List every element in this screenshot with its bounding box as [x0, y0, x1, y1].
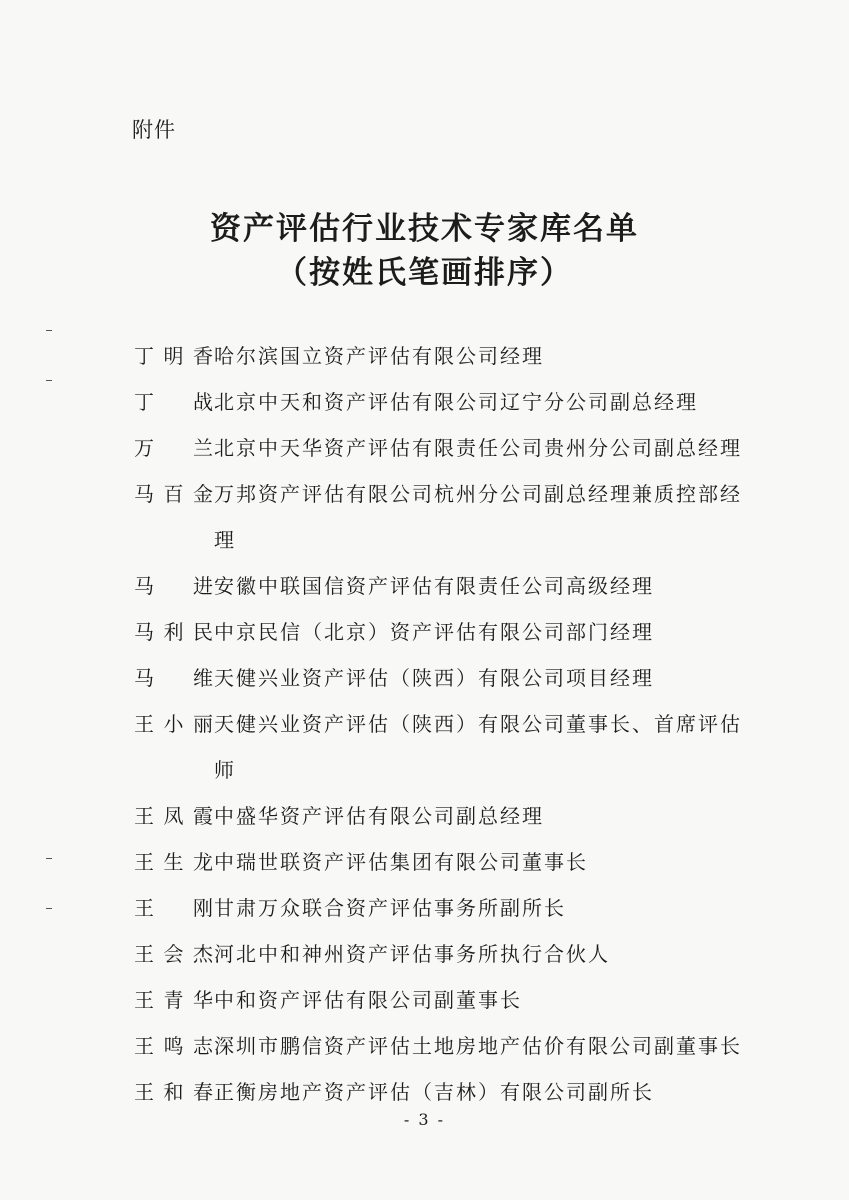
expert-name: 王青华	[134, 988, 214, 1012]
expert-name: 马利民	[134, 620, 214, 644]
expert-entry	[134, 333, 744, 379]
expert-organization: 北京中天华资产评估有限责任公司贵州分公司副总经理	[214, 436, 742, 460]
expert-entry	[134, 425, 744, 471]
expert-organization: 安徽中联国信资产评估有限责任公司高级经理	[214, 574, 654, 598]
expert-entry	[134, 931, 744, 977]
expert-organization: 河北中和神州资产评估事务所执行合伙人	[214, 942, 610, 966]
expert-organization: 中京民信（北京）资产评估有限公司部门经理	[214, 620, 654, 644]
expert-entry	[134, 701, 744, 793]
expert-entry	[134, 839, 744, 885]
expert-name: 王会杰	[134, 942, 214, 966]
expert-name: 马 维	[134, 666, 214, 690]
expert-name: 马百金	[134, 482, 214, 506]
expert-organization: 万邦资产评估有限公司杭州分公司副总经理兼质控部经理	[214, 482, 742, 552]
expert-organization: 天健兴业资产评估（陕西）有限公司董事长、首席评估师	[214, 712, 742, 782]
margin-tick	[46, 858, 52, 859]
expert-entry	[134, 379, 744, 425]
expert-entry	[134, 655, 744, 701]
margin-tick	[46, 908, 52, 909]
expert-organization: 天健兴业资产评估（陕西）有限公司项目经理	[214, 666, 654, 690]
expert-name: 王凤霞	[134, 804, 214, 828]
document-title: 资产评估行业技术专家库名单	[210, 211, 639, 247]
expert-name: 王生龙	[134, 850, 214, 874]
margin-tick	[46, 380, 52, 381]
expert-organization: 中盛华资产评估有限公司副总经理	[214, 804, 544, 828]
expert-list	[134, 333, 744, 1115]
expert-organization: 哈尔滨国立资产评估有限公司经理	[214, 344, 544, 368]
document-subtitle: （按姓氏笔画排序）	[276, 255, 573, 291]
expert-organization: 中瑞世联资产评估集团有限公司董事长	[214, 850, 588, 874]
expert-organization: 深圳市鹏信资产评估土地房地产估价有限公司副董事长	[214, 1034, 742, 1058]
expert-name: 丁 战	[134, 390, 214, 414]
expert-entry	[134, 1069, 744, 1115]
expert-entry	[134, 1023, 744, 1069]
expert-organization: 甘肃万众联合资产评估事务所副所长	[214, 896, 566, 920]
expert-entry	[134, 977, 744, 1023]
expert-organization: 北京中天和资产评估有限公司辽宁分公司副总经理	[214, 390, 698, 414]
expert-name: 王小丽	[134, 712, 214, 736]
margin-tick	[46, 330, 52, 331]
expert-name: 王 刚	[134, 896, 214, 920]
page-number: - 3 -	[403, 1110, 446, 1129]
expert-organization: 正衡房地产资产评估（吉林）有限公司副所长	[214, 1080, 654, 1104]
expert-name: 万 兰	[134, 436, 214, 460]
expert-entry	[134, 563, 744, 609]
expert-entry	[134, 471, 744, 563]
expert-entry	[134, 609, 744, 655]
attachment-label: 附件	[132, 118, 176, 142]
expert-name: 王鸣志	[134, 1034, 214, 1058]
expert-name: 丁明香	[134, 344, 214, 368]
expert-entry	[134, 793, 744, 839]
expert-name: 王和春	[134, 1080, 214, 1104]
expert-name: 马 进	[134, 574, 214, 598]
expert-organization: 中和资产评估有限公司副董事长	[214, 988, 522, 1012]
expert-entry	[134, 885, 744, 931]
